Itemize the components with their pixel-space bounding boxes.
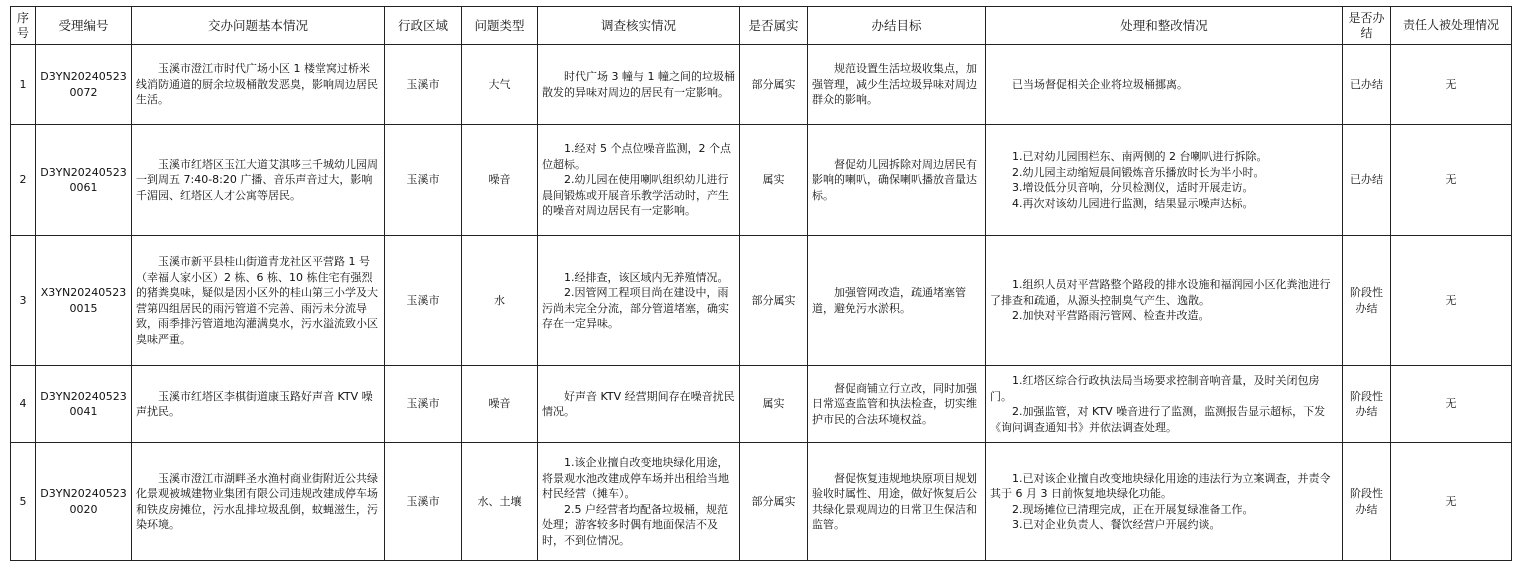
- header-district: 行政区域: [385, 7, 462, 45]
- table-row: [11, 443, 1512, 561]
- header-seq: 序号: [11, 7, 36, 45]
- cell-handling: [986, 125, 1343, 236]
- header-handling: 处理和整改情况: [986, 7, 1343, 45]
- cell-goal: 督促恢复违规地块原项目规划验收时属性、用途，做好恢复后公共绿化景观周边的日常卫生保洁和监管。: [808, 443, 986, 561]
- cell-accountability: 无: [1391, 236, 1512, 366]
- table-row: [11, 45, 1512, 125]
- investigation-line: 好声音 KTV 经营期间存在噪音扰民情况。: [542, 389, 735, 418]
- cell-investigation: [538, 125, 740, 236]
- cell-done: 阶段性办结: [1343, 443, 1391, 561]
- cell-basic: 玉溪市澄江市时代广场小区 1 楼堂窝过桥米线消防通道的厨余垃圾桶散发恶臭，影响周边居民生活。: [132, 45, 385, 125]
- handling-line: 1.已对幼儿园围栏东、南两侧的 2 台喇叭进行拆除。: [1012, 150, 1268, 163]
- cell-basic: 玉溪市红塔区玉江大道艾淇哆三千城幼儿园周一到周五 7:40-8:20 广播、音乐声音过大，影响千湄园、红塔区人才公寓等居民。: [132, 125, 385, 236]
- handling-line: 2.幼儿园主动缩短晨间锻炼音乐播放时长为半小时。: [1012, 165, 1265, 179]
- header-verified: 是否属实: [740, 7, 808, 45]
- investigation-line: 2.5 户经营者均配备垃圾桶，规范处理；游客较多时偶有地面保洁不及时，不到位情况。: [542, 502, 728, 547]
- handling-line: 2.现场摊位已清理完成，正在开展复绿准备工作。: [1012, 502, 1254, 516]
- header-accountability: 责任人被处理情况: [1391, 7, 1512, 45]
- cell-accountability: 无: [1391, 366, 1512, 443]
- cell-accept-no: D3YN202405230061: [36, 125, 132, 236]
- table-row: [11, 125, 1512, 236]
- cell-done: 阶段性办结: [1343, 236, 1391, 366]
- cell-goal: 加强管网改造，疏通堵塞管道，避免污水淤积。: [808, 236, 986, 366]
- table-row: [11, 236, 1512, 366]
- case-table: [10, 6, 1512, 561]
- cell-verified: 部分属实: [740, 236, 808, 366]
- cell-verified: 属实: [740, 125, 808, 236]
- cell-accountability: 无: [1391, 443, 1512, 561]
- header-done: 是否办结: [1343, 7, 1391, 45]
- cell-investigation: [538, 236, 740, 366]
- handling-line: 2.加快对平营路雨污管网、检查井改造。: [1012, 309, 1210, 323]
- cell-district: 玉溪市: [385, 125, 462, 236]
- handling-line: 3.增设低分贝音响，分贝检测仪，适时开展走访。: [1012, 181, 1254, 194]
- cell-done: 已办结: [1343, 125, 1391, 236]
- header-type: 问题类型: [462, 7, 538, 45]
- cell-goal: 规范设置生活垃圾收集点，加强管理，减少生活垃圾异味对周边群众的影响。: [808, 45, 986, 125]
- header-accept-no: 受理编号: [36, 7, 132, 45]
- cell-goal: 督促幼儿园拆除对周边居民有影响的喇叭，确保喇叭播放音量达标。: [808, 125, 986, 236]
- investigation-line: 1.经对 5 个点位噪音监测，2 个点位超标。: [542, 142, 731, 171]
- table-row: [11, 366, 1512, 443]
- cell-accept-no: X3YN202405230015: [36, 236, 132, 366]
- cell-accept-no: D3YN202405230020: [36, 443, 132, 561]
- cell-seq: 4: [11, 366, 36, 443]
- cell-investigation: [538, 366, 740, 443]
- investigation-line: 2.因管网工程项目尚在建设中，雨污尚未完全分流，部分管道堵塞，确实存在一定异味。: [542, 286, 729, 330]
- header-basic: 交办问题基本情况: [132, 7, 385, 45]
- investigation-line: 1.该企业擅自改变地块绿化用途，将景观水池改建成停车场并出租给当地村民经营（摊车）。: [542, 456, 729, 500]
- investigation-line: 1.经排查，该区域内无养殖情况。: [564, 270, 729, 284]
- handling-line: 2.加强监管，对 KTV 噪音进行了监测，监测报告显示超标，下发《询问调查通知书》并依法调查处理。: [990, 405, 1326, 434]
- cell-handling: [986, 236, 1343, 366]
- handling-line: 1.红塔区综合行政执法局当场要求控制音响音量，及时关闭包房门。: [990, 374, 1320, 403]
- cell-district: 玉溪市: [385, 443, 462, 561]
- cell-type: 水、土壤: [462, 443, 538, 561]
- handling-line: 1.已对该企业擅自改变地块绿化用途的违法行为立案调查，并责令其于 6 月 3 日前恢复地块绿化功能。: [990, 471, 1331, 500]
- cell-handling: [986, 366, 1343, 443]
- investigation-line: 2.幼儿园在使用喇叭组织幼儿进行晨间锻炼或开展音乐教学活动时，产生的噪音对周边居民有一定影响。: [542, 173, 729, 218]
- cell-type: 噪音: [462, 366, 538, 443]
- cell-investigation: [538, 443, 740, 561]
- handling-line: 已当场督促相关企业将垃圾桶挪离。: [1012, 77, 1188, 91]
- cell-seq: 3: [11, 236, 36, 366]
- cell-accountability: 无: [1391, 45, 1512, 125]
- cell-investigation: [538, 45, 740, 125]
- cell-goal: 督促商铺立行立改，同时加强日常巡查监管和执法检查，切实维护市民的合法环境权益。: [808, 366, 986, 443]
- cell-accept-no: D3YN202405230041: [36, 366, 132, 443]
- cell-district: 玉溪市: [385, 236, 462, 366]
- cell-verified: 属实: [740, 366, 808, 443]
- cell-district: 玉溪市: [385, 366, 462, 443]
- header-row: [11, 7, 1512, 45]
- cell-handling: [986, 443, 1343, 561]
- cell-done: 阶段性办结: [1343, 366, 1391, 443]
- cell-handling: [986, 45, 1343, 125]
- investigation-line: 时代广场 3 幢与 1 幢之间的垃圾桶散发的异味对周边的居民有一定影响。: [542, 70, 735, 99]
- cell-district: 玉溪市: [385, 45, 462, 125]
- cell-verified: 部分属实: [740, 443, 808, 561]
- cell-done: 已办结: [1343, 45, 1391, 125]
- cell-basic: 玉溪市新平县桂山街道青龙社区平营路 1 号（幸福人家小区）2 栋、6 栋、10 栋住宅有强烈的猪粪臭味，疑似是因小区外的桂山第三小学及大营第四组居民的雨污管道不完善、雨污未分流导致，雨季排污管道地沟灌满臭水，污水溢流致小区臭味严重。: [132, 236, 385, 366]
- cell-seq: 5: [11, 443, 36, 561]
- cell-type: 大气: [462, 45, 538, 125]
- cell-verified: 部分属实: [740, 45, 808, 125]
- cell-basic: 玉溪市澄江市湖畔圣水渔村商业街附近公共绿化景观被城建物业集团有限公司违规改建成停车场和铁皮房摊位，污水乱排垃圾乱倒，蚊蝇滋生，污染环境。: [132, 443, 385, 561]
- cell-accountability: 无: [1391, 125, 1512, 236]
- cell-type: 水: [462, 236, 538, 366]
- header-investigation: 调查核实情况: [538, 7, 740, 45]
- cell-basic: 玉溪市红塔区李棋街道康玉路好声音 KTV 噪声扰民。: [132, 366, 385, 443]
- cell-seq: 2: [11, 125, 36, 236]
- handling-line: 4.再次对该幼儿园进行监测，结果显示噪声达标。: [1012, 196, 1254, 210]
- cell-accept-no: D3YN202405230072: [36, 45, 132, 125]
- cell-seq: 1: [11, 45, 36, 125]
- cell-type: 噪音: [462, 125, 538, 236]
- handling-line: 1.组织人员对平营路整个路段的排水设施和福润园小区化粪池进行了排查和疏通，从源头控制臭气产生、逸散。: [990, 278, 1331, 307]
- handling-line: 3.已对企业负责人、餐饮经营户开展约谈。: [1012, 518, 1221, 531]
- header-goal: 办结目标: [808, 7, 986, 45]
